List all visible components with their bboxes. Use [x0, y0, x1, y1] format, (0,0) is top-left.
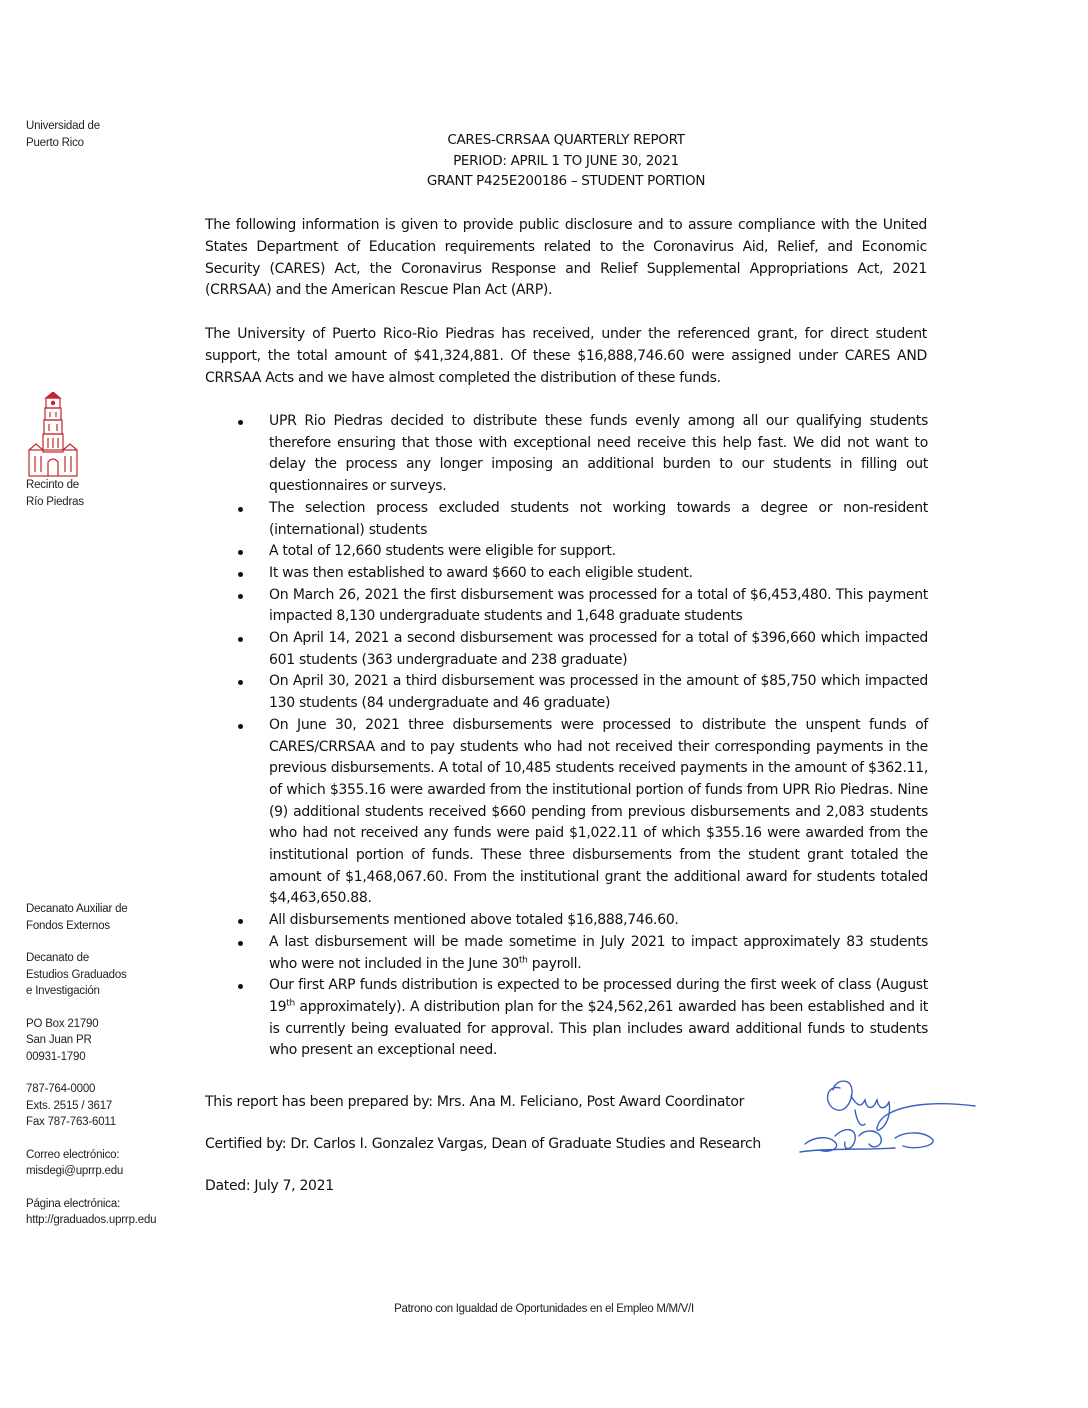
list-item [234, 563, 928, 585]
report-date: Dated: July 7, 2021 [205, 1178, 334, 1194]
list-item-text: On March 26, 2021 the first disbursement was processed for a total of $6,453,480. This payment impacted 8,130 undergraduate students and 1,648 graduate students [269, 586, 928, 625]
contact-line: Estudios Graduados [26, 968, 127, 981]
office-name [26, 901, 196, 934]
campus-line: Río Piedras [26, 495, 84, 508]
list-item-text: payroll. [527, 955, 582, 972]
contact-line: San Juan PR [26, 1034, 92, 1046]
institution-line: Puerto Rico [26, 136, 84, 149]
list-item-text: approximately). A distribution plan for the $24,562,261 awarded has been established and it is currently being evaluated for approval. This plan includes award additional funds to students who present an exceptional need. [269, 998, 928, 1059]
list-item-text: On April 14, 2021 a second disbursement was processed for a total of $396,660 which impacted 601 students (363 undergraduate and 238 graduate) [269, 630, 928, 668]
contact-line: e Investigación [26, 985, 100, 997]
signature-block [205, 1094, 761, 1220]
contact-line: Exts. 2515 / 3617 [26, 1099, 113, 1112]
campus-line: Recinto de [26, 479, 79, 491]
contact-line: PO Box 21790 [26, 1017, 99, 1030]
list-item [234, 628, 928, 671]
list-item-text: The selection process excluded students not working towards a degree or non-resident (international) students [269, 499, 928, 538]
list-item-text: Our first ARP funds distribution is expected to be processed during the first week of class (August 19 [269, 977, 928, 1015]
bullet-icon [238, 594, 243, 599]
footer-note: Patrono con Igualdad de Oportunidades en el Empleo M/M/V/I [394, 1303, 694, 1315]
list-item [234, 671, 928, 714]
list-item [234, 715, 928, 910]
list-item [234, 932, 928, 975]
list-item [234, 585, 928, 628]
prepared-by: This report has been prepared by: Mrs. Ana M. Feliciano, Post Award Coordinator [205, 1094, 745, 1110]
bullet-icon [238, 919, 243, 924]
list-item [234, 498, 928, 541]
bullet-icon [238, 572, 243, 577]
ordinal-suffix: th [286, 998, 295, 1009]
contact-line: Correo electrónico: [26, 1148, 120, 1161]
phone-numbers [26, 1081, 196, 1131]
handwritten-signature [795, 1066, 985, 1166]
list-item [234, 411, 928, 498]
bullet-icon [238, 507, 243, 512]
report-period: PERIOD: APRIL 1 TO JUNE 30, 2021 [453, 152, 679, 169]
intro-paragraph: The following information is given to provide public disclosure and to assure compliance with the United States Department of Education requirements related to the Coronavirus Aid, Relief, and Economic Security (CARES) Act, the Coronavirus Response and Relief Supplemental Appropriations Act, 2021 (CRRSAA) and the American Rescue Plan Act (ARP). [205, 217, 927, 299]
list-item-text: On June 30, 2021 three disbursements were processed to distribute the unspent funds of CARES/CRRSAA and to pay students who had not received their corresponding payments in the previous disbursements. A total of 10,485 students received payments in the amount of $362.11, of which $355.16 were awarded from the institutional portion of funds from UPR Rio Piedras. Nine (9) additional students received $660 pending from previous disbursements and 2,083 students who had not received any funds were paid $1,022.11 of which $355.16 were awarded from the institutional portion of funds. These three disbursements from the student grant totaled the amount of $1,468,067.60. From the institutional grant the additional award for students totaled $4,463,650.88. [269, 716, 928, 907]
report-header [300, 130, 832, 192]
funding-paragraph: The University of Puerto Rico-Rio Piedras has received, under the referenced grant, for direct student support, the total amount of $41,324,881. Of these $16,888,746.60 were assigned under CARES AND CRRSAA Acts and we have almost completed the distribution of these funds. [205, 326, 927, 386]
bullet-icon [238, 724, 243, 729]
email-contact [26, 1147, 196, 1180]
bullet-icon [238, 420, 243, 425]
disbursement-list [234, 411, 928, 1062]
website-contact [26, 1196, 196, 1229]
list-item-text: A total of 12,660 students were eligible for support. [269, 543, 616, 560]
contact-line: Decanato de [26, 952, 90, 964]
list-item-text: It was then established to award $660 to each eligible student. [269, 564, 693, 581]
report-body [205, 215, 927, 412]
email-link[interactable]: misdegi@uprrp.edu [26, 1165, 124, 1177]
list-item-text: UPR Rio Piedras decided to distribute these funds evenly among all our qualifying students therefore ensuring that those with exceptional need receive this help fast. We did not want to delay the process any longer imposing an additional burden to our students in filling out questionnaires or surveys. [269, 413, 928, 495]
bullet-icon [238, 680, 243, 685]
list-item [234, 910, 928, 932]
bullet-icon [238, 984, 243, 989]
contact-line: 00931-1790 [26, 1050, 86, 1063]
list-item-text: A last disbursement will be made sometime in July 2021 to impact approximately 83 students who were not included in the June 30 [269, 933, 928, 972]
report-grant: GRANT P425E200186 – STUDENT PORTION [426, 173, 706, 189]
bullet-icon [238, 550, 243, 555]
list-item-text: All disbursements mentioned above totaled $16,888,746.60. [269, 912, 679, 929]
campus-tower-logo [26, 392, 80, 478]
bullet-icon [238, 637, 243, 642]
contact-line: Fondos Externos [26, 919, 110, 932]
ordinal-suffix: th [518, 954, 528, 965]
bullet-icon [238, 941, 243, 946]
campus-name [26, 477, 196, 510]
contact-line: Página electrónica: [26, 1197, 121, 1210]
institution-name [26, 118, 196, 151]
institution-line: Universidad de [26, 120, 100, 132]
deanship-name [26, 950, 196, 1000]
contact-info [26, 901, 196, 1245]
postal-address [26, 1016, 196, 1066]
list-item-text: On April 30, 2021 a third disbursement was processed in the amount of $85,750 which impacted 130 students (84 undergraduate and 46 graduate) [269, 673, 928, 712]
contact-line: Fax 787-763-6011 [26, 1116, 116, 1128]
contact-line: 787-764-0000 [26, 1083, 96, 1095]
list-item [234, 975, 928, 1062]
report-title: CARES-CRRSAA QUARTERLY REPORT [447, 132, 685, 148]
certified-by: Certified by: Dr. Carlos I. Gonzalez Vargas, Dean of Graduate Studies and Research [205, 1136, 761, 1152]
website-link[interactable]: http://graduados.uprrp.edu [26, 1214, 157, 1226]
contact-line: Decanato Auxiliar de [26, 903, 128, 915]
list-item [234, 541, 928, 563]
